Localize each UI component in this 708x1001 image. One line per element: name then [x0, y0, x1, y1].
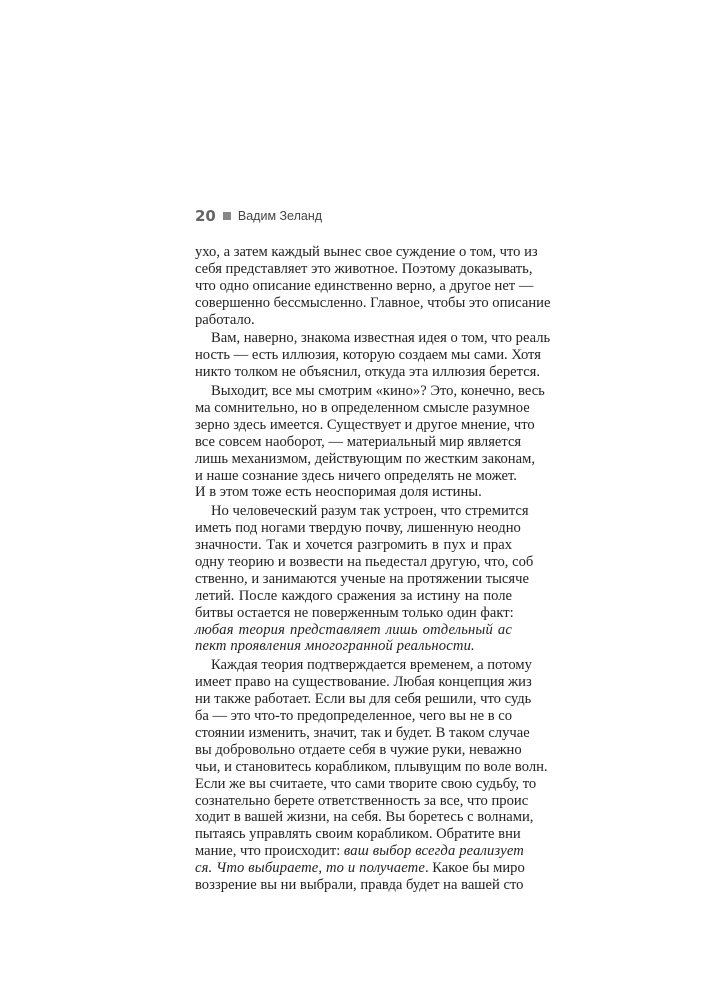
text-line [195, 775, 537, 793]
text-line [195, 724, 530, 742]
text-run: одну теорию и возвести на пьедестал другую, что, соб [195, 554, 534, 571]
text-run: ни также работает. Если вы для себя решили, что судь [195, 691, 532, 708]
square-bullet-icon [223, 212, 231, 220]
text-line [195, 708, 512, 725]
text-run: себя представляет это животное. Поэтому доказывать, [195, 260, 533, 277]
text-line [195, 741, 522, 759]
text-run: сознательно берете ответственность за все, что проис [195, 792, 529, 809]
paragraph [195, 383, 545, 501]
text-line [195, 605, 512, 622]
text-line [195, 433, 522, 451]
text-line [195, 809, 534, 826]
text-run: значности. Так и хочется разгромить в пух и прах [195, 537, 512, 554]
text-line [195, 520, 521, 537]
text-line [195, 570, 529, 588]
paragraph [195, 244, 551, 328]
text-run: никто толком не объяснил, откуда эта иллюзия берется. [195, 364, 541, 381]
text-line [195, 843, 524, 860]
text-line [195, 674, 532, 691]
text-run: воззрение вы ни выбрали, правда будет на вашей сто [195, 876, 524, 893]
text-run: иметь под ногами твердую почву, лишенную неодно [195, 520, 521, 537]
text-run: И в этом тоже есть неоспоримая доля истины. [195, 484, 482, 501]
text-line [195, 826, 521, 843]
text-run: ственно, и занимаются ученые на протяжении тысяче [195, 570, 529, 587]
text-line [195, 657, 532, 674]
text-run: имеет право на существование. Любая концепция жиз [195, 674, 532, 691]
italic-text: ся. Что выбираете, то и получаете [195, 860, 425, 877]
text-line [195, 484, 512, 501]
text-line [195, 244, 538, 261]
text-line [195, 330, 551, 347]
text-line [195, 312, 512, 329]
text-line [195, 347, 541, 364]
text-line [195, 876, 524, 894]
text-line [195, 503, 529, 520]
text-run: работало. [195, 311, 255, 328]
text-run: ходит в вашей жизни, на себя. Вы боретесь с волнами, [195, 809, 534, 826]
text-line [195, 588, 512, 605]
text-run: вы добровольно отдаете себя в чужие руки, неважно [195, 741, 522, 758]
text-line [195, 792, 529, 810]
body-text [195, 244, 551, 894]
italic-text: любая теория представляет лишь отдельный ас [195, 621, 512, 638]
text-run: пытаясь управлять своим корабликом. Обратите вни [195, 826, 521, 843]
text-line [195, 691, 532, 708]
text-run: ма сомнительно, но в определенном смысле разумное [195, 400, 530, 417]
text-line [195, 416, 535, 434]
text-line [195, 400, 530, 417]
text-run: Выходит, все мы смотрим «кино»? Это, конечно, весь [211, 383, 545, 400]
text-line [195, 467, 517, 485]
text-run: ухо, а затем каждый вынес свое суждение о том, что из [195, 244, 538, 260]
text-run: ность — есть иллюзия, которую создаем мы сами. Хотя [195, 347, 541, 364]
text-line [195, 537, 512, 554]
text-line [195, 622, 512, 639]
text-run: битвы остается не поверженным только один факт: [195, 604, 514, 621]
text-line [195, 860, 525, 877]
italic-text: ваш выбор всегда реализует [343, 843, 524, 860]
paragraph [195, 657, 548, 893]
text-run: мание, что происходит: [195, 843, 344, 860]
paragraph [195, 330, 551, 381]
text-run: совершенно бессмысленно. Главное, чтобы это описание [195, 294, 551, 311]
text-line [195, 260, 533, 278]
running-head [195, 207, 322, 225]
text-run: лишь механизмом, действующим по жестким законам, [195, 450, 535, 467]
text-line [195, 554, 534, 571]
text-run: что одно описание единственно верно, а другое нет — [195, 277, 534, 294]
author-name: Вадим Зеланд [237, 209, 323, 223]
page-number: 20 [195, 207, 216, 225]
text-run: Каждая теория подтверждается временем, а потому [211, 657, 532, 674]
text-line [195, 294, 551, 312]
text-run: летий. После каждого сражения за истину на поле [195, 587, 512, 604]
italic-text: пект проявления многогранной реальности. [195, 638, 475, 655]
text-line [195, 450, 535, 468]
text-run: Если же вы считаете, что сами творите свою судьбу, то [195, 775, 537, 792]
text-line [195, 277, 534, 295]
text-run: все совсем наоборот, — материальный мир является [195, 433, 522, 450]
text-run: стоянии изменить, значит, так и будет. В таком случае [195, 724, 530, 741]
text-run: чьи, и становитесь корабликом, плывущим по воле волн. [195, 758, 548, 775]
text-run: ба — это что-то предопределенное, чего вы не в со [195, 708, 513, 725]
text-line [195, 383, 545, 400]
paragraph [195, 503, 534, 655]
text-line [195, 638, 512, 655]
text-run: Вам, наверно, знакома известная идея о том, что реаль [211, 330, 551, 347]
text-run: Но человеческий разум так устроен, что стремится [211, 503, 529, 520]
text-run: зерно здесь имеется. Существует и другое мнение, что [195, 416, 535, 433]
text-run: и наше сознание здесь ничего определять не может. [195, 467, 517, 484]
text-run: . Какое бы миро [424, 860, 525, 877]
text-line [195, 758, 548, 776]
text-line [195, 364, 541, 381]
